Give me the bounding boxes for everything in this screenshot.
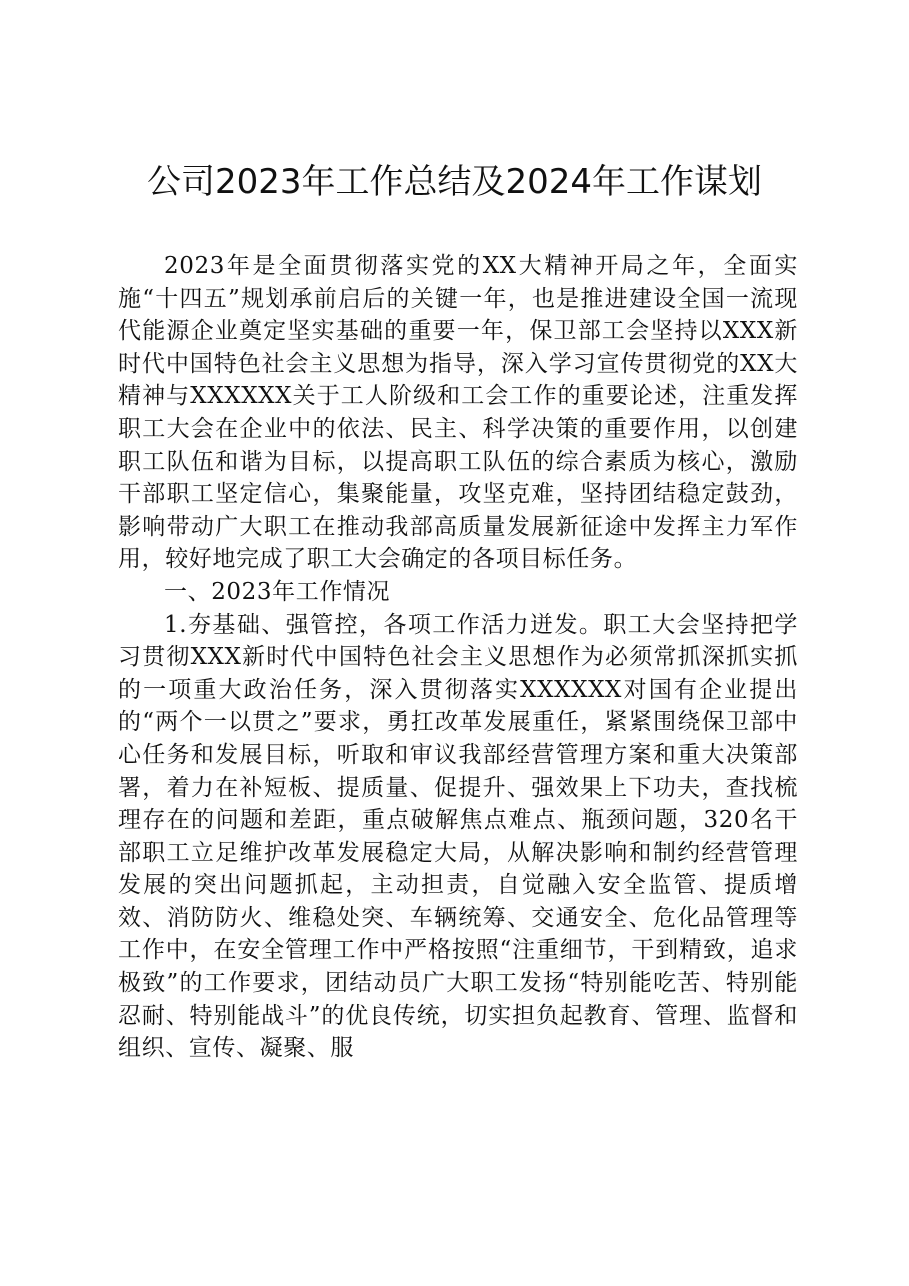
document-body xyxy=(118,250,798,1065)
intro-paragraph: 2023年是全面贯彻落实党的XX大精神开局之年，全面实施“十四五”规划承前启后的关键一年，也是推进建设全国一流现代能源企业奠定坚实基础的重要一年，保卫部工会坚持以XXX新时代中国特色社会主义思想为指导，深入学习宣传贯彻党的XX大精神与XXXXXX关于工人阶级和工会工作的重要论述，注重发挥职工大会在企业中的依法、民主、科学决策的重要作用，以创建职工队伍和谐为目标，以提高职工队伍的综合素质为核心，激励干部职工坚定信心，集聚能量，攻坚克难，坚持团结稳定鼓劲，影响带动广大职工在推动我部高质量发展新征途中发挥主力军作用，较好地完成了职工大会确定的各项目标任务。 xyxy=(118,253,798,573)
document-title: 公司2023年工作总结及2024年工作谋划 xyxy=(146,162,763,202)
section-paragraph: 1.夯基础、强管控，各项工作活力迸发。职工大会坚持把学习贯彻XXX新时代中国特色社会主义思想作为必须常抓深抓实抓的一项重大政治任务，深入贯彻落实XXXXXX对国有企业提出的“两个一以贯之”要求，勇扛改革发展重任，紧紧围绕保卫部中心任务和发展目标，听取和审议我部经营管理方案和重大决策部署，着力在补短板、提质量、促提升、强效果上下功夫，查找梳理存在的问题和差距，重点破解焦点难点、瓶颈问题，320名干部职工立足维护改革发展稳定大局，从解决影响和制约经营管理发展的突出问题抓起，主动担责，自觉融入安全监管、提质增效、消防防火、维稳处突、车辆统筹、交通安全、危化品管理等工作中，在安全管理工作中严格按照“注重细节，干到精致，追求极致”的工作要求，团结动员广大职工发扬“特别能吃苦、特别能忍耐、特别能战斗”的优良传统，切实担负起教育、管理、监督和组织、宣传、凝聚、服 xyxy=(118,611,798,1062)
section-heading: 一、2023年工作情况 xyxy=(164,578,391,605)
